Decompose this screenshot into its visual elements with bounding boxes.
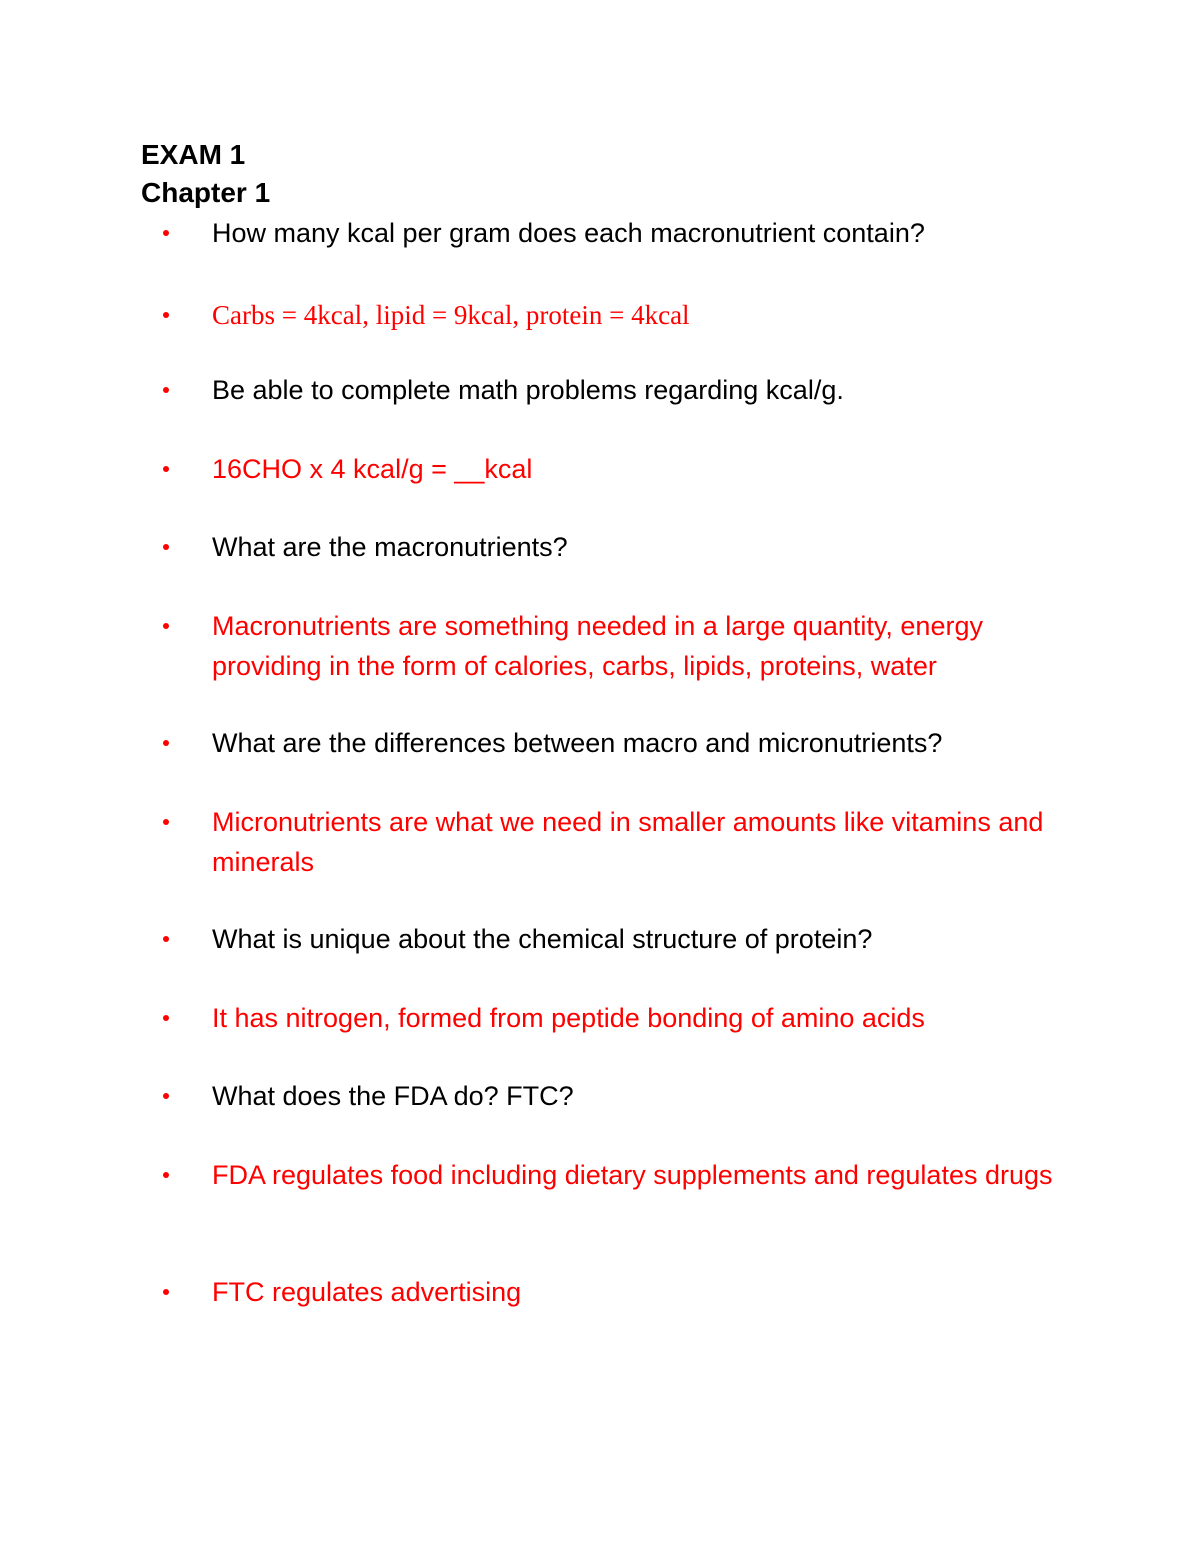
exam-title: EXAM 1 (141, 139, 246, 170)
answer-text: FDA regulates food including dietary supplements and regulates drugs (212, 1160, 1053, 1190)
question-text: What are the differences between macro and micronutrients? (212, 728, 943, 758)
question-text: How many kcal per gram does each macronutrient contain? (212, 218, 925, 248)
answer-text: Carbs = 4kcal, lipid = 9kcal, protein = 4kcal (212, 300, 690, 330)
answer-text: Macronutrients are something needed in a large quantity, energy providing in the form of calories, carbs, lipids, proteins, water (212, 611, 983, 681)
bullet-icon (163, 740, 169, 746)
bullet-icon (163, 230, 169, 236)
bullet-icon (163, 1172, 169, 1178)
answer-text: 16CHO x 4 kcal/g = __kcal (212, 454, 533, 484)
bullet-icon (163, 819, 169, 825)
question-text: What are the macronutrients? (212, 532, 568, 562)
bullet-icon (163, 936, 169, 942)
bullet-icon (163, 312, 169, 318)
bullet-icon (163, 466, 169, 472)
bullet-icon (163, 387, 169, 393)
bullet-icon (163, 1289, 169, 1295)
answer-text: Micronutrients are what we need in smaller amounts like vitamins and minerals (212, 807, 1044, 877)
question-text: What does the FDA do? FTC? (212, 1081, 574, 1111)
question-text: Be able to complete math problems regarding kcal/g. (212, 375, 844, 405)
bullet-icon (163, 1015, 169, 1021)
bullet-icon (163, 623, 169, 629)
bullet-icon (163, 1093, 169, 1099)
question-text: What is unique about the chemical structure of protein? (212, 924, 873, 954)
answer-text: FTC regulates advertising (212, 1277, 522, 1307)
answer-text: It has nitrogen, formed from peptide bonding of amino acids (212, 1003, 925, 1033)
bullet-icon (163, 544, 169, 550)
chapter-heading: Chapter 1 (141, 177, 271, 208)
